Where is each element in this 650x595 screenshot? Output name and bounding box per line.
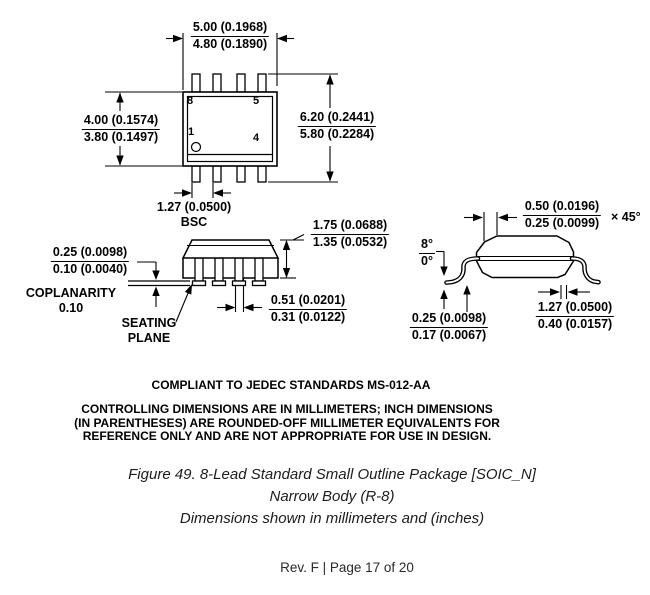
- dim-max: 0.25 (0.0098): [51, 246, 129, 262]
- pin-label-5: 5: [253, 95, 260, 107]
- coplanarity-note: [26, 287, 116, 315]
- dim-max: 8°: [419, 238, 435, 254]
- dim-package-height: [311, 219, 389, 249]
- dim-max: 1.75 (0.0688): [311, 219, 389, 235]
- page-footer: Rev. F | Page 17 of 20: [280, 560, 414, 575]
- dim-value: 1.27 (0.0500): [156, 200, 232, 214]
- note-line: CONTROLLING DIMENSIONS ARE IN MILLIMETERS; INCH DIMENSIONS: [81, 402, 493, 416]
- caption-line: Dimensions shown in millimeters and (inches): [179, 510, 485, 527]
- dim-min: 0.10 (0.0040): [52, 262, 128, 276]
- dim-min: 0°: [421, 254, 433, 268]
- dim-max: 5.00 (0.1968): [191, 21, 269, 37]
- dim-foot-length: [536, 301, 614, 331]
- dim-max: 1.27 (0.0500): [536, 301, 614, 317]
- caption-line: Figure 49. 8-Lead Standard Small Outline Package [SOIC_N]: [128, 466, 536, 483]
- coplanarity-label: COPLANARITY: [25, 286, 117, 300]
- dim-min: 0.40 (0.0157): [537, 317, 613, 331]
- dim-max: 0.50 (0.0196): [523, 200, 601, 216]
- dim-lead-pitch: [157, 201, 231, 229]
- dim-body-width: [82, 114, 160, 144]
- dim-lead-width: [269, 294, 347, 324]
- dim-max: 0.25 (0.0098): [410, 312, 488, 328]
- dim-min: 0.25 (0.0099): [524, 216, 600, 230]
- dim-min: 0.31 (0.0122): [270, 310, 346, 324]
- coplanarity-value: 0.10: [58, 300, 84, 315]
- figure-caption: [128, 464, 536, 530]
- chamfer-angle-suffix: × 45°: [611, 210, 641, 224]
- pin-label-1: 1: [188, 126, 195, 138]
- seating-line1: SEATING: [121, 316, 177, 330]
- dim-chamfer: [523, 200, 601, 230]
- note-line: (IN PARENTHESES) ARE ROUNDED-OFF MILLIMETER EQUIVALENTS FOR: [74, 415, 500, 430]
- pin-label-4: 4: [253, 132, 260, 144]
- dim-basis: BSC: [180, 214, 208, 229]
- dim-lead-thickness: [410, 312, 488, 342]
- pin-label-8: 8: [187, 95, 194, 107]
- dim-max: 0.51 (0.0201): [269, 294, 347, 310]
- jedec-compliance-note: COMPLIANT TO JEDEC STANDARDS MS-012-AA: [151, 378, 431, 392]
- dim-min: 3.80 (0.1497): [83, 130, 159, 144]
- dim-min: 5.80 (0.2284): [299, 127, 375, 141]
- dim-max: 4.00 (0.1574): [82, 114, 160, 130]
- caption-line: Narrow Body (R-8): [269, 488, 395, 505]
- dim-min: 0.17 (0.0067): [411, 328, 487, 342]
- note-line: REFERENCE ONLY AND ARE NOT APPROPRIATE FOR USE IN DESIGN.: [82, 429, 492, 443]
- seating-line2: PLANE: [127, 330, 171, 345]
- dim-max: 6.20 (0.2441): [298, 111, 376, 127]
- dim-standoff: [51, 246, 129, 276]
- dim-lead-angle: [419, 238, 435, 268]
- dim-lead-span: [298, 111, 376, 141]
- controlling-dimensions-note: [74, 403, 500, 444]
- dim-package-width: [191, 21, 269, 51]
- seating-plane-label: [122, 317, 177, 345]
- dim-min: 4.80 (0.1890): [192, 37, 268, 51]
- dim-min: 1.35 (0.0532): [312, 235, 388, 249]
